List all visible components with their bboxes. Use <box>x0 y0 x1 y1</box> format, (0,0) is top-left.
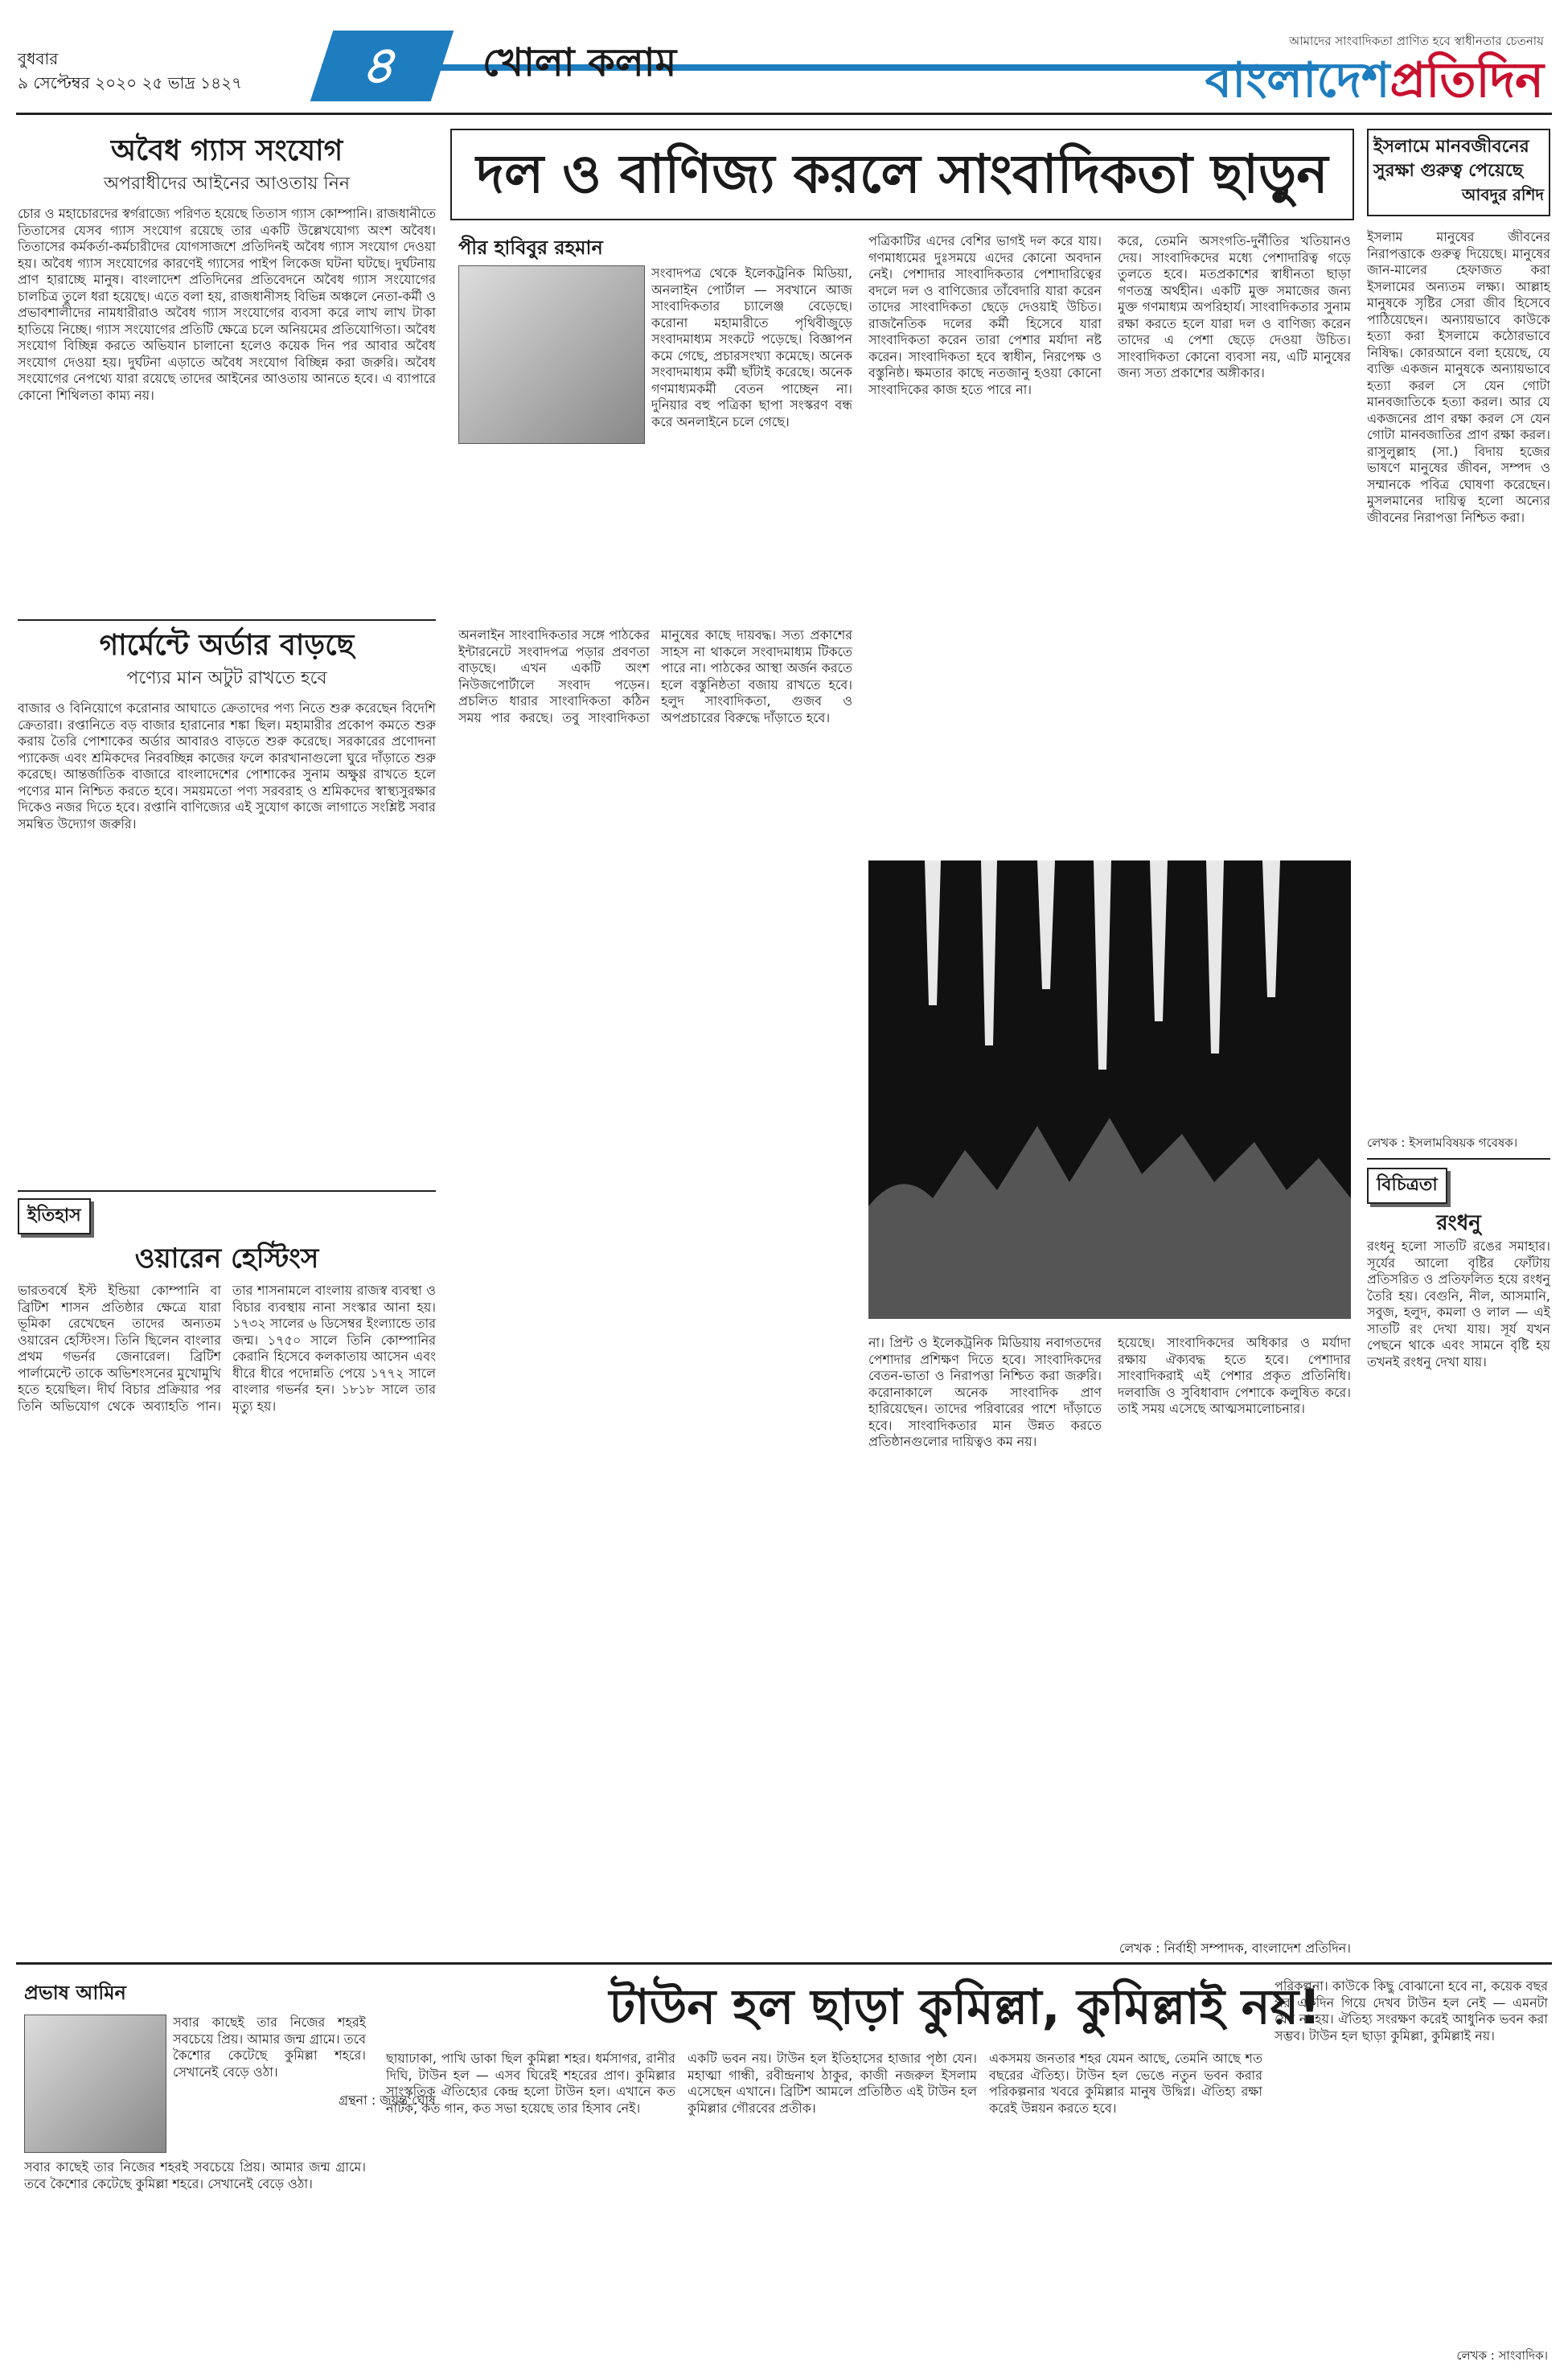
main-article-footer: লেখক : নির্বাহী সম্পাদক, বাংলাদেশ প্রতিদিন। <box>1119 1941 1351 1956</box>
main-headline-box <box>450 129 1354 220</box>
bottom-col-1: ছায়াঢাকা, পাখি ডাকা ছিল কুমিল্লা শহর। ধর্মসাগর, রানীর দিঘি, টাউন হল — এসব ঘিরেই শহরের প্রাণ। কুমিল্লার সাংস্কৃতিক ঐতিহ্যের কেন্দ্র হলো টাউন হল। এখানে কত নাটক, কত গান, কত সভা হয়েছে তার হিসাব নেই। <box>386 2051 675 2116</box>
misc-label: বিচিত্রতা <box>1367 1168 1447 1204</box>
editorial-1 <box>18 133 436 632</box>
main-col-3: পত্রিকাটির এদের বেশির ভাগই দল করে যায়। গণমাধ্যমের দুঃসময়ে এদের কোনো অবদান নেই। পেশাদার সাংবাদিকতার পেশাদারিত্বের বদলে দল ও বাণিজ্যের তাঁবেদারি যারা করেন তাদের সাংবাদিকতা ছেড়ে দেওয়াই উচিত। রাজনৈতিক দলের কর্মী হিসেবে যারা সাংবাদিকতা করেন তারা পেশার মর্যাদা নষ্ট করেন। সাংবাদিকতা হবে স্বাধীন, নিরপেক্ষ ও বস্তুনিষ্ঠ। ক্ষমতার কাছে নতজানু হওয়া কোনো সাংবাদিকের কাজ হতে পারে না। <box>868 233 1102 397</box>
masthead-logo <box>1205 32 1544 109</box>
bottom-author-photo <box>24 2015 166 2153</box>
header-rule <box>322 64 1319 71</box>
issue-date <box>18 47 242 95</box>
history-column <box>18 1198 436 2112</box>
divider <box>18 1190 436 1192</box>
misc-label-wrap <box>1367 1168 1447 1204</box>
divider <box>1367 1158 1550 1160</box>
history-title: ওয়ারেন হেস্টিংস <box>134 1242 319 1275</box>
divider <box>18 619 436 621</box>
bottom-intro: সবার কাছেই তার নিজের শহরই সবচেয়ে প্রিয়। আমার জন্ম গ্রামে। তবে কৈশোর কেটেছে কুমিল্লা শহরে। সেখানেই বেড়ে ওঠা। <box>173 2015 366 2080</box>
main-col-1: সংবাদপত্র থেকে ইলেকট্রনিক মিডিয়া, অনলাইন পোর্টাল — সবখানে আজ সাংবাদিকতার চ্যালেঞ্জ বেড়েছে। করোনা মহামারীতে পৃথিবীজুড়ে সংবাদমাধ্যম সংকটে পড়েছে। বিজ্ঞাপন কমে গেছে, প্রচারসংখ্যা কমেছে। অনেক সংবাদমাধ্যম কর্মী ছাঁটাই করেছে। অনেক গণমাধ্যমকর্মী বেতন পাচ্ছেন না। দুনিয়ার বহু পত্রিকা ছাপা সংস্করণ বন্ধ করে অনলাইনে চলে গেছে। <box>651 265 852 429</box>
brand-name-part2: প্রতিদিন <box>1389 52 1544 109</box>
history-body: ভারতবর্ষে ইস্ট ইন্ডিয়া কোম্পানি বা ব্রিটিশ শাসন প্রতিষ্ঠার ক্ষেত্রে যারা ভূমিকা রেখেছেন তাদের অন্যতম ওয়ারেন হেস্টিংস। তিনি ছিলেন বাংলার প্রথম গভর্নর জেনারেল। ব্রিটিশ পার্লামেন্টে তাকে অভিশংসনের মুখোমুখি হতে হয়েছিল। দীর্ঘ বিচার প্রক্রিয়ার পর তিনি অভিযোগ থেকে অব্যাহতি পান। তার শাসনামলে বাংলায় রাজস্ব ব্যবস্থা ও বিচার ব্যবস্থায় নানা সংস্কার আনা হয়। ১৭৩২ সালের ৬ ডিসেম্বর ইংল্যান্ডে তার জন্ম। ১৭৫০ সালে তিনি কোম্পানির কেরানি হিসেবে কলকাতায় আসেন এবং ধীরে ধীরে পদোন্নতি পেয়ে ১৭৭২ সালে বাংলার গভর্নর হন। ১৮১৮ সালে তার মৃত্যু হয়। <box>18 1283 436 1414</box>
editorial-1-body: চোর ও মহাচোরদের স্বর্গরাজ্যে পরিণত হয়েছে তিতাস গ্যাস কোম্পানি। রাজধানীতে তিতাসের যেসব গ্যাস সংযোগ রয়েছে তার একটি উল্লেখযোগ্য অংশ অবৈধ। তিতাসের কর্মকর্তা-কর্মচারীদের যোগসাজশে প্রতিদিনই অবৈধ গ্যাস সংযোগ দেওয়া হয়। অবৈধ গ্যাস সংযোগের কারণেই গ্যাসের পাইপ লিকেজ ঘটনা ঘটছে। দুর্ঘটনায় প্রাণ হারাচ্ছে মানুষ। বাংলাদেশ প্রতিদিনের প্রতিবেদনে অবৈধ গ্যাস সংযোগের চালচিত্র তুলে ধরা হয়েছে। এতে বলা হয়, রাজধানীসহ বিভিন্ন অঞ্চলে নেতা-কর্মী ও প্রভাবশালীদের নামধারীরাও অবৈধ গ্যাস সংযোগের ব্যবসা করে লাখ লাখ টাকা হাতিয়ে নিচ্ছে। গ্যাস সংযোগের প্রতিটি ক্ষেত্রে চলে অনিয়মের প্রতিযোগিতা। অবৈধ সংযোগ বিচ্ছিন্ন করতে অভিযান চালানো হলেও কয়েক দিন পর আবার অবৈধ সংযোগ দেওয়া হয়। দুর্ঘটনা এড়াতে অবৈধ সংযোগ বিচ্ছিন্ন করা জরুরি। অবৈধ সংযোগের নেপথ্যে যারা রয়েছে তাদের আইনের আওতায় আনতে হবে। এ ব্যাপারে কোনো শিথিলতা কাম্য নয়। <box>18 206 436 403</box>
pens-illustration-graphic <box>868 860 1351 1319</box>
bottom-col-5: পরিকল্পনা। কাউকে কিছু বোঝানো হবে না, কয়েক বছর পর একদিন গিয়ে দেখব টাউন হল নেই — এমনটা যেন না হয়। ঐতিহ্য সংরক্ষণ করেই আধুনিক ভবন করা সম্ভব। টাউন হল ছাড়া কুমিল্লা, কুমিল্লাই নয়। <box>1275 1978 1548 2043</box>
author-photo <box>458 265 645 444</box>
main-col-4: করে, তেমনি অসংগতি-দুর্নীতির খতিয়ানও দেয়। সাংবাদিকদের মধ্যে পেশাদারিত্ব গড়ে তুলতে হবে। মতপ্রকাশের স্বাধীনতা ছাড়া গণতন্ত্র অর্থহীন। একটি মুক্ত সমাজের জন্য মুক্ত গণমাধ্যম অপরিহার্য। সাংবাদিকতার সুনাম রক্ষা করতে হলে যারা দল ও বাণিজ্য করেন তাদের এ পেশা ছেড়ে দেওয়া উচিত। সাংবাদিকতা কোনো ব্যবসা নয়, এটি মানুষের জন্য সত্য প্রকাশের অঙ্গীকার। <box>1118 233 1351 380</box>
bottom-section-rule <box>16 1962 1552 1965</box>
header-bottom-rule <box>16 113 1552 115</box>
brand-name-part1: বাংলাদেশ <box>1205 52 1390 109</box>
editorial-1-subtitle: অপরাধীদের আইনের আওতায় নিন <box>103 174 350 194</box>
history-credit: গ্রন্থনা : জয়ন্ত ঘোষ <box>339 2093 436 2108</box>
main-author: পীর হাবিবুর রহমান <box>458 236 603 259</box>
brand-tagline: আমাদের সাংবাদিকতা প্রাণিত হবে স্বাধীনতার চেতনায় <box>1289 34 1544 48</box>
editorial-1-title: অবৈধ গ্যাস সংযোগ <box>110 134 343 167</box>
bottom-author: প্রভাষ আমিন <box>24 1982 126 2004</box>
editorial-2 <box>18 627 436 1167</box>
bottom-col-3: একসময় জনতার শহর যেমন আছে, তেমনি আছে শত বছরের ঐতিহ্য। টাউন হল ভেঙে নতুন ভবন করার পরিকল্পনার খবরে কুমিল্লার মানুষ উদ্বিগ্ন। ঐতিহ্য রক্ষা করেই উন্নয়ন করতে হবে। <box>989 2051 1262 2116</box>
main-col-5: না। প্রিন্ট ও ইলেকট্রনিক মিডিয়ায় নবাগতদের পেশাদার প্রশিক্ষণ দিতে হবে। সাংবাদিকদের বেতন-ভাতা ও নিরাপত্তা নিশ্চিত করা জরুরি। করোনাকালে অনেক সাংবাদিক প্রাণ হারিয়েছেন। তাদের পরিবারের পাশে দাঁড়াতে হবে। সাংবাদিকতার মান উন্নত করতে প্রতিষ্ঠানগুলোর দায়িত্বও কম নয়। <box>868 1335 1102 1449</box>
main-headline: দল ও বাণিজ্য করলে সাংবাদিকতা ছাড়ুন <box>476 143 1328 205</box>
misc-title: রংধনু <box>1436 1211 1481 1235</box>
page-number-badge: ৪ <box>310 31 454 101</box>
sidebar-body: ইসলাম মানুষের জীবনের নিরাপত্তাকে গুরুত্ব দিয়েছে। মানুষের জান-মালের হেফাজত করা ইসলামের অন্যতম লক্ষ্য। আল্লাহ মানুষকে সৃষ্টির সেরা জীব হিসেবে পাঠিয়েছেন। অন্যায়ভাবে কাউকে হত্যা করা ইসলামে কঠোরভাবে নিষিদ্ধ। কোরআনে বলা হয়েছে, যে ব্যক্তি একজন মানুষকে অন্যায়ভাবে হত্যা করল সে যেন গোটা মানবজাতিকে হত্যা করল। আর যে একজনের প্রাণ রক্ষা করল সে যেন গোটা মানবজাতির প্রাণ রক্ষা করল। রাসুলুল্লাহ (সা.) বিদায় হজের ভাষণে মানুষের জীবন, সম্পদ ও সম্মানকে পবিত্র ঘোষণা করেছেন। মুসলমানের দায়িত্ব হলো অন্যের জীবনের নিরাপত্তা নিশ্চিত করা। <box>1367 229 1550 525</box>
bottom-col-0: সবার কাছেই তার নিজের শহরই সবচেয়ে প্রিয়। আমার জন্ম গ্রামে। তবে কৈশোর কেটেছে কুমিল্লা শহরে। সেখানেই বেড়ে ওঠা। <box>24 2159 366 2191</box>
main-col-6: হয়েছে। সাংবাদিকদের অধিকার ও মর্যাদা রক্ষায় ঐক্যবদ্ধ হতে হবে। পেশাদার সাংবাদিকরাই এই পেশার প্রকৃত প্রতিনিধি। দলবাজি ও সুবিধাবাদ পেশাকে কলুষিত করে। তাই সময় এসেছে আত্মসমালোচনার। <box>1118 1335 1351 1416</box>
sidebar-title-box <box>1367 129 1550 216</box>
editorial-2-body: বাজার ও বিনিয়োগে করোনার আঘাতে ক্রেতাদের পণ্য নিতে শুরু করেছেন বিদেশি ক্রেতারা। রপ্তানিতে বড় বাজার হারানোর শঙ্কা ছিল। মহামারীর প্রকোপ কমতে শুরু করায় তৈরি পোশাকের অর্ডার আবারও বাড়তে শুরু করেছে। সরকারের প্রণোদনা প্যাকেজ এবং শ্রমিকদের নিরবচ্ছিন্ন কাজের ফলে কারখানাগুলো ঘুরে দাঁড়াতে শুরু করেছে। আন্তর্জাতিক বাজারে বাংলাদেশের পোশাকের সুনাম অক্ষুণ্ণ রাখতে হলে পণ্যের মান নিশ্চিত করতে হবে। সময়মতো পণ্য সরবরাহ ও শ্রমিকদের স্বাস্থ্যসুরক্ষার দিকেও নজর দিতে হবে। রপ্তানি বাণিজ্যের এই সুযোগ কাজে লাগাতে সংশ্লিষ্ট সবার সমন্বিত উদ্যোগ জরুরি। <box>18 700 436 832</box>
pens-illustration <box>868 860 1351 1319</box>
bottom-headline: টাউন হল ছাড়া কুমিল্লা, কুমিল্লাই নয়! <box>609 1979 1321 2035</box>
sidebar-author: আবদুর রশিদ <box>1462 185 1544 204</box>
sidebar-title-line-2: সুরক্ষা গুরুত্ব পেয়েছে <box>1373 161 1524 181</box>
bottom-footer: লেখক : সাংবাদিক। <box>1456 2348 1548 2363</box>
main-col-2: অনলাইন সাংবাদিকতার সঙ্গে পাঠকের ইন্টারনেটে সংবাদপত্র পড়ার প্রবণতা বাড়ছে। এখন একটি অংশ নিউজপোর্টালে সংবাদ পড়েন। প্রচলিত ধারার সাংবাদিকতা কঠিন সময় পার করছে। তবু সাংবাদিকতা মানুষের কাছে দায়বদ্ধ। সত্য প্রকাশের সাহস না থাকলে সংবাদমাধ্যম টিকতে পারে না। পাঠকের আস্থা অর্জন করতে হলে বস্তুনিষ্ঠতা বজায় রাখতে হবে। হলুদ সাংবাদিকতা, গুজব ও অপপ্রচারের বিরুদ্ধে দাঁড়াতে হবে। <box>458 627 852 725</box>
sidebar-footer: লেখক : ইসলামবিষয়ক গবেষক। <box>1367 1136 1518 1150</box>
sidebar-title-line-1: ইসলামে মানবজীবনের <box>1373 137 1529 157</box>
day-label: বুধবার <box>18 49 59 68</box>
misc-body: রংধনু হলো সাতটি রঙের সমাহার। সূর্যের আলো বৃষ্টির ফোঁটায় প্রতিসরিত ও প্রতিফলিত হয়ে রংধনু তৈরি হয়। বেগুনি, নীল, আসমানি, সবুজ, হলুদ, কমলা ও লাল — এই সাতটি রং দেখা যায়। সূর্য যখন পেছনে থাকে এবং সামনে বৃষ্টি হয় তখনই রংধনু দেখা যায়। <box>1367 1238 1550 1370</box>
section-title: খোলা কলাম <box>482 40 677 85</box>
date-label: ৯ সেপ্টেম্বর ২০২০ ২৫ ভাদ্র ১৪২৭ <box>18 73 243 92</box>
editorial-2-subtitle: পণ্যের মান অটুট রাখতে হবে <box>126 668 327 688</box>
history-label: ইতিহাস <box>18 1198 91 1234</box>
editorial-2-title: গার্মেন্টে অর্ডার বাড়ছে <box>99 629 355 662</box>
bottom-col-2: একটি ভবন নয়। টাউন হল ইতিহাসের হাজার পৃষ্ঠা যেন। মহাত্মা গান্ধী, রবীন্দ্রনাথ ঠাকুর, কাজী নজরুল ইসলাম এসেছেন এখানে। ব্রিটিশ আমলে প্রতিষ্ঠিত এই টাউন হল কুমিল্লার গৌরবের প্রতীক। <box>688 2051 977 2116</box>
